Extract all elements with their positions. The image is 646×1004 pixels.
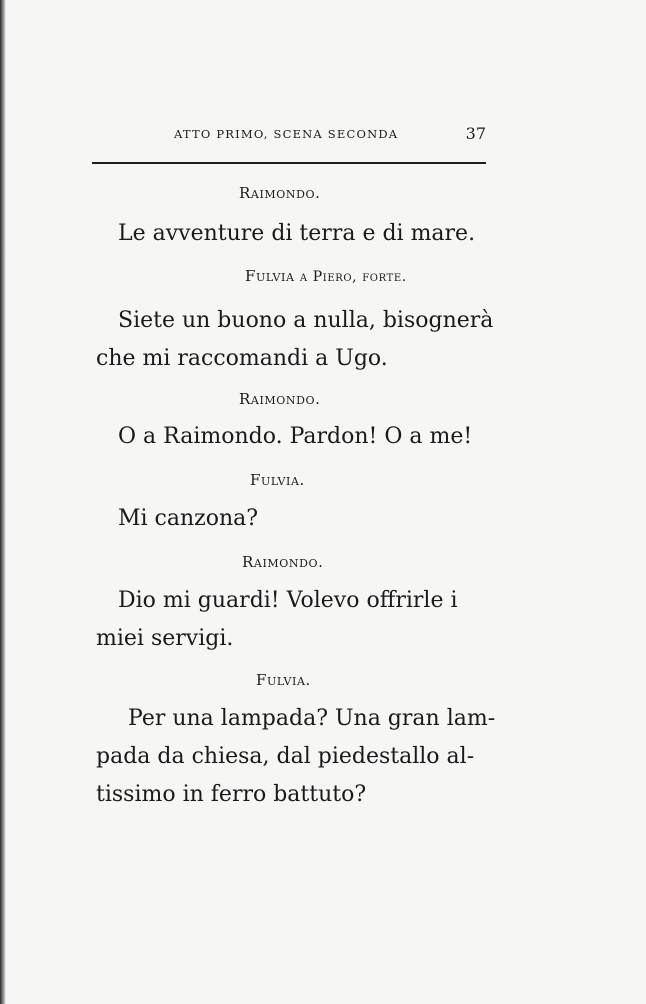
speaker-heading (96, 671, 486, 689)
speaker-heading (96, 267, 486, 285)
dialogue-line: Per una lampada? Una gran lam- (128, 706, 496, 731)
dialogue-line: O a Raimondo. Pardon! O a me! (118, 424, 473, 449)
speaker-heading (96, 553, 486, 571)
dialogue-line: tissimo in ferro battuto? (96, 782, 367, 807)
speaker-heading (96, 471, 486, 489)
page-number: 37 (465, 124, 486, 143)
dialogue-line: Mi canzona? (118, 506, 259, 531)
speaker-name: Raimondo. (242, 553, 324, 571)
dialogue-block (118, 215, 508, 253)
dialogue-line: Siete un buono a nulla, bisognerà (118, 308, 494, 333)
speaker-name: Fulvia. (250, 471, 305, 489)
dialogue-line: Le avventure di terra e di mare. (118, 221, 476, 246)
dialogue-block (96, 302, 494, 378)
stage-direction: a Piero, forte. (299, 269, 407, 285)
running-header (92, 124, 486, 146)
running-title: ATTO PRIMO, SCENA SECONDA (174, 127, 399, 141)
page-binding-shadow (0, 0, 6, 1004)
header-rule (92, 162, 486, 164)
dialogue-line: pada da chiesa, dal piedestallo al- (96, 744, 475, 769)
dialogue-block (118, 500, 508, 538)
speaker-name: Raimondo. (239, 390, 321, 408)
speaker-name: Raimondo. (239, 184, 321, 202)
speaker-heading (96, 390, 486, 408)
speaker-name: Fulvia (245, 267, 295, 285)
dialogue-block (96, 700, 496, 814)
dialogue-block (118, 418, 508, 456)
speaker-name: Fulvia. (256, 671, 311, 689)
dialogue-line: miei servigi. (96, 626, 234, 651)
dialogue-block (96, 582, 486, 658)
dialogue-line: che mi raccomandi a Ugo. (96, 346, 388, 371)
speaker-heading (96, 184, 486, 202)
dialogue-line: Dio mi guardi! Volevo offrirle i (118, 588, 458, 613)
